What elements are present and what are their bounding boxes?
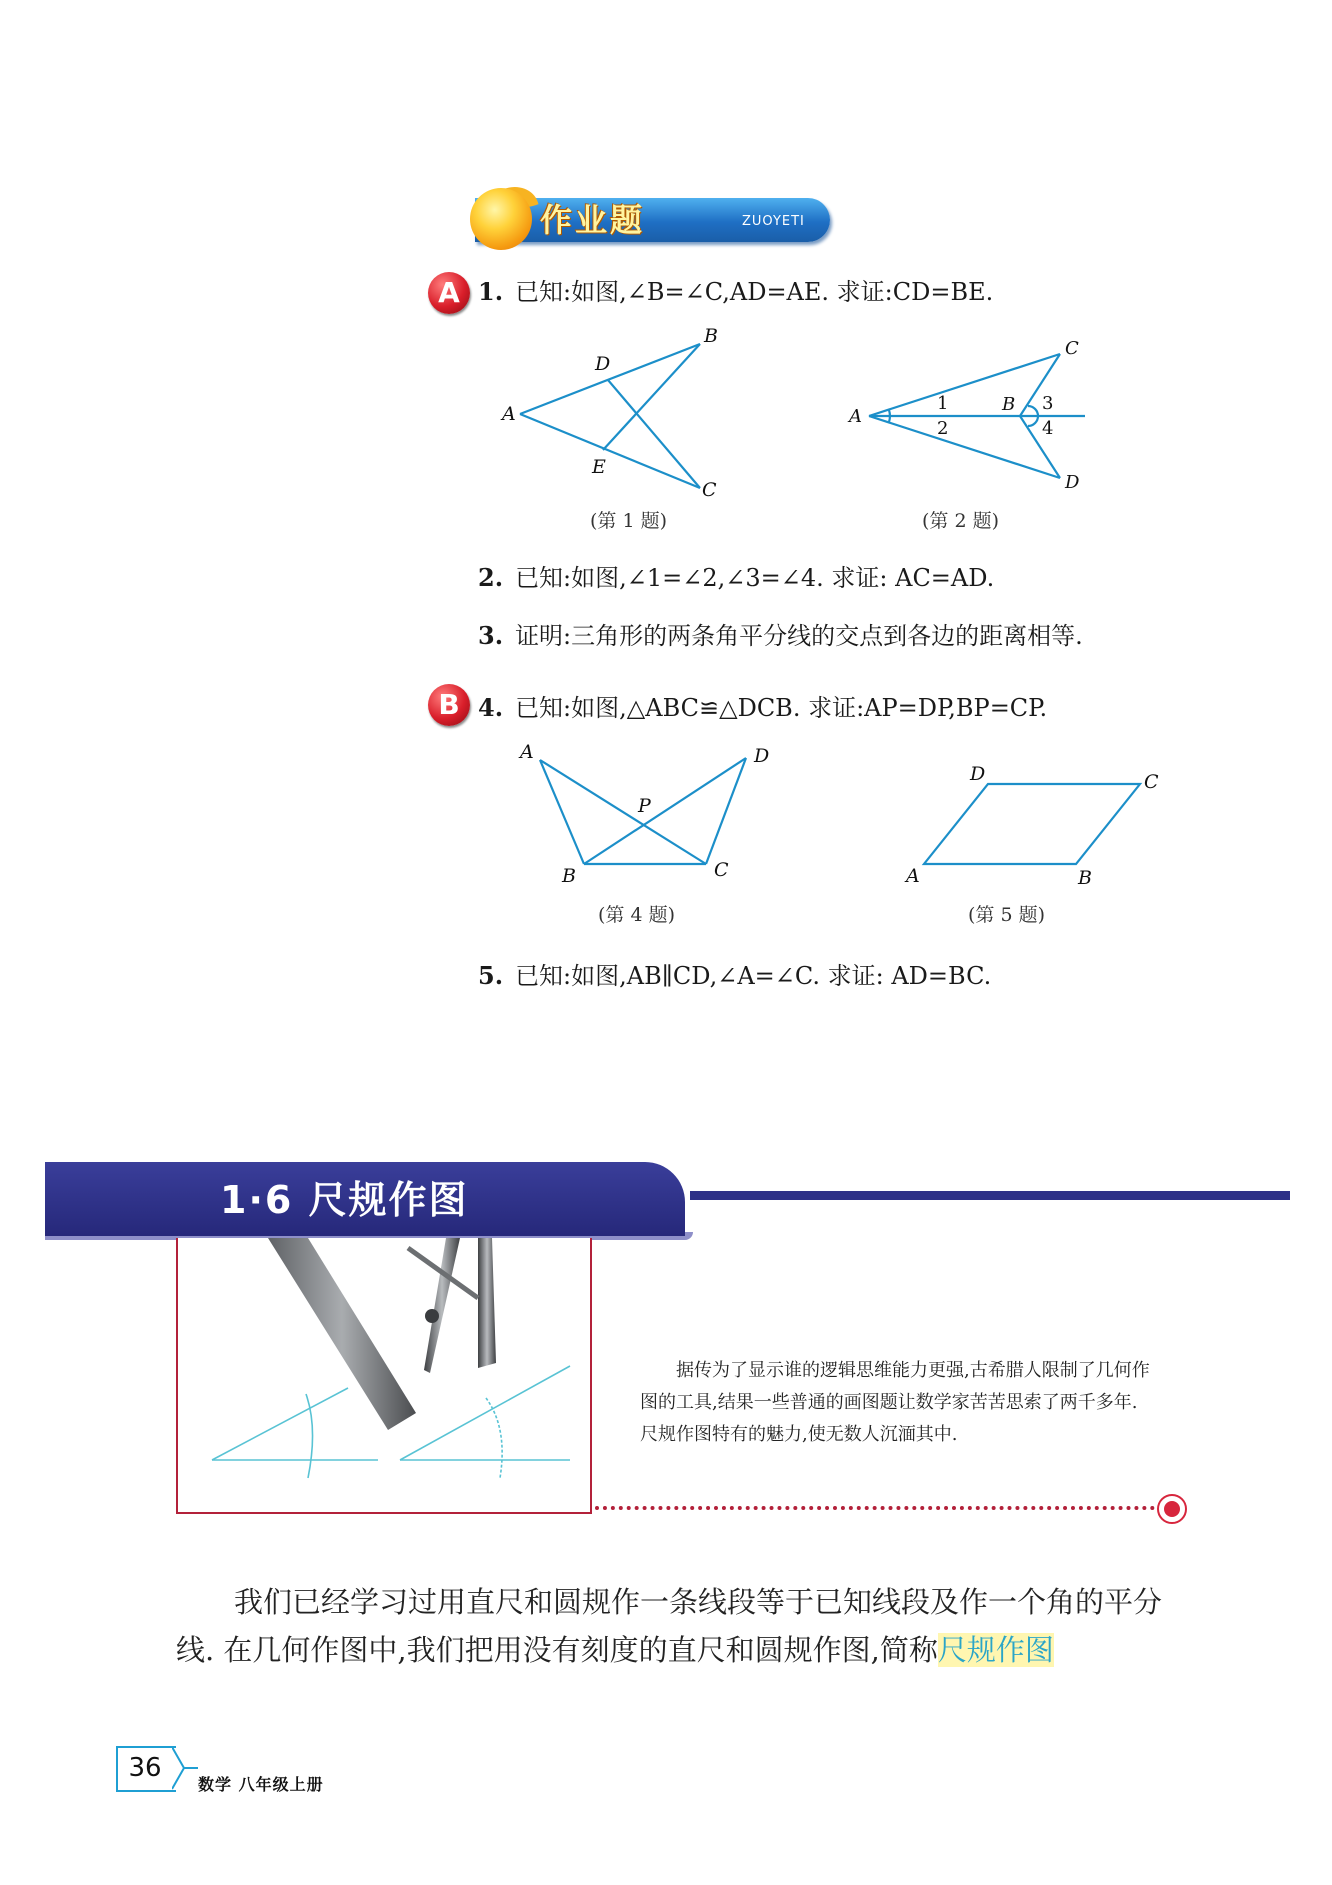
compass-leg-icon — [478, 1238, 496, 1368]
figure-1 — [490, 320, 750, 510]
section-intro-text: 据传为了显示谁的逻辑思维能力更强,古希腊人限制了几何作图的工具,结果一些普通的画图题让数学家苦苦思索了两千多年. 尺规作图特有的魅力,使无数人沉湎其中. — [640, 1360, 1150, 1445]
question-1-number: 1. — [478, 277, 504, 306]
fig2-label-2: 2 — [937, 418, 949, 439]
fig1-label-c: C — [702, 479, 717, 501]
question-2-text: 已知:如图,∠1=∠2,∠3=∠4. 求证: AC=AD. — [515, 564, 995, 592]
fig2-label-c: C — [1065, 338, 1079, 359]
level-b-badge: B — [428, 684, 470, 726]
target-icon-center — [1164, 1501, 1180, 1517]
question-3 — [478, 621, 1083, 651]
fig1-label-a: A — [502, 403, 516, 425]
section-title: 1·6 尺规作图 — [220, 1178, 469, 1222]
homework-title: 作业题 — [540, 201, 646, 239]
fig5-parallelogram — [924, 784, 1140, 864]
fig4-label-b: B — [562, 865, 576, 887]
section-intro — [640, 1355, 1150, 1451]
section-body — [176, 1578, 1186, 1674]
section-body-text: 我们已经学习过用直尺和圆规作一条线段等于已知线段及作一个角的平分线. 在几何作图中,我们把用没有刻度的直尺和圆规作图,简称 — [176, 1585, 1163, 1667]
page-number-arrow-icon — [172, 1746, 198, 1790]
figure-4-caption: (第 4 题) — [598, 904, 675, 926]
fig1-line-eb — [603, 344, 700, 450]
fig1-label-d: D — [595, 353, 611, 375]
sun-icon — [470, 188, 532, 250]
fig2-line-bc — [1020, 354, 1060, 416]
fig4-line-ab — [540, 760, 584, 864]
book-title: 数学 八年级上册 — [198, 1775, 324, 1794]
question-4-number: 4. — [478, 693, 504, 722]
construction-arc-2 — [486, 1398, 502, 1478]
question-5-text: 已知:如图,AB∥CD,∠A=∠C. 求证: AD=BC. — [515, 962, 992, 990]
homework-subtitle: ZUOYETI — [742, 214, 805, 229]
illustration-frame — [176, 1238, 592, 1514]
fig4-label-d: D — [754, 745, 770, 767]
construction-line-4 — [400, 1366, 570, 1460]
term-highlight: 尺规作图 — [937, 1633, 1054, 1667]
question-1-text: 已知:如图,∠B=∠C,AD=AE. 求证:CD=BE. — [515, 278, 994, 306]
question-2 — [478, 563, 994, 593]
question-3-text: 证明:三角形的两条角平分线的交点到各边的距离相等. — [515, 622, 1083, 650]
fig5-label-c: C — [1144, 771, 1159, 793]
dotted-divider — [595, 1506, 1155, 1510]
fig4-label-c: C — [714, 859, 729, 881]
section-header-line — [690, 1191, 1290, 1200]
fig1-label-b: B — [704, 325, 718, 347]
fig2-label-3: 3 — [1042, 393, 1054, 414]
fig4-label-p: P — [638, 795, 651, 817]
page-number: 36 — [128, 1753, 162, 1783]
fig5-label-d: D — [970, 763, 986, 785]
figure-2 — [845, 330, 1105, 500]
question-4-text: 已知:如图,△ABC≌△DCB. 求证:AP=DP,BP=CP. — [515, 694, 1048, 722]
figure-5 — [900, 760, 1180, 890]
question-4 — [478, 693, 1047, 723]
compass-screw-icon — [425, 1309, 439, 1323]
fig4-line-ac — [540, 760, 706, 864]
fig5-label-b: B — [1078, 867, 1092, 889]
question-5-number: 5. — [478, 961, 504, 990]
figure-2-caption: (第 2 题) — [922, 510, 999, 532]
figure-5-caption: (第 5 题) — [968, 904, 1045, 926]
fig2-angle-arc-a — [889, 410, 890, 422]
fig1-label-e: E — [592, 456, 606, 478]
question-5 — [478, 961, 991, 991]
fig1-line-ac — [520, 414, 700, 488]
fig4-line-cd — [706, 758, 746, 864]
figure-1-caption: (第 1 题) — [590, 510, 667, 532]
figure-4 — [510, 740, 780, 890]
question-1 — [478, 277, 993, 307]
fig2-line-bd — [1020, 416, 1060, 478]
fig4-line-bd — [584, 758, 746, 864]
question-3-number: 3. — [478, 621, 504, 650]
compass-icon — [424, 1238, 460, 1373]
fig1-line-dc — [608, 380, 700, 488]
fig2-label-d: D — [1065, 472, 1080, 493]
construction-line-2 — [212, 1388, 348, 1460]
level-a-badge: A — [428, 272, 470, 314]
section-body-paragraph — [176, 1578, 1186, 1674]
fig2-label-1: 1 — [937, 393, 949, 414]
fig5-label-a: A — [906, 865, 920, 887]
question-2-number: 2. — [478, 563, 504, 592]
fig2-label-b: B — [1002, 394, 1016, 415]
fig2-label-4: 4 — [1042, 418, 1054, 439]
ruler-compass-illustration — [178, 1238, 590, 1512]
ruler-icon — [268, 1238, 416, 1430]
fig2-label-a: A — [849, 406, 862, 427]
fig4-label-a: A — [520, 741, 534, 763]
